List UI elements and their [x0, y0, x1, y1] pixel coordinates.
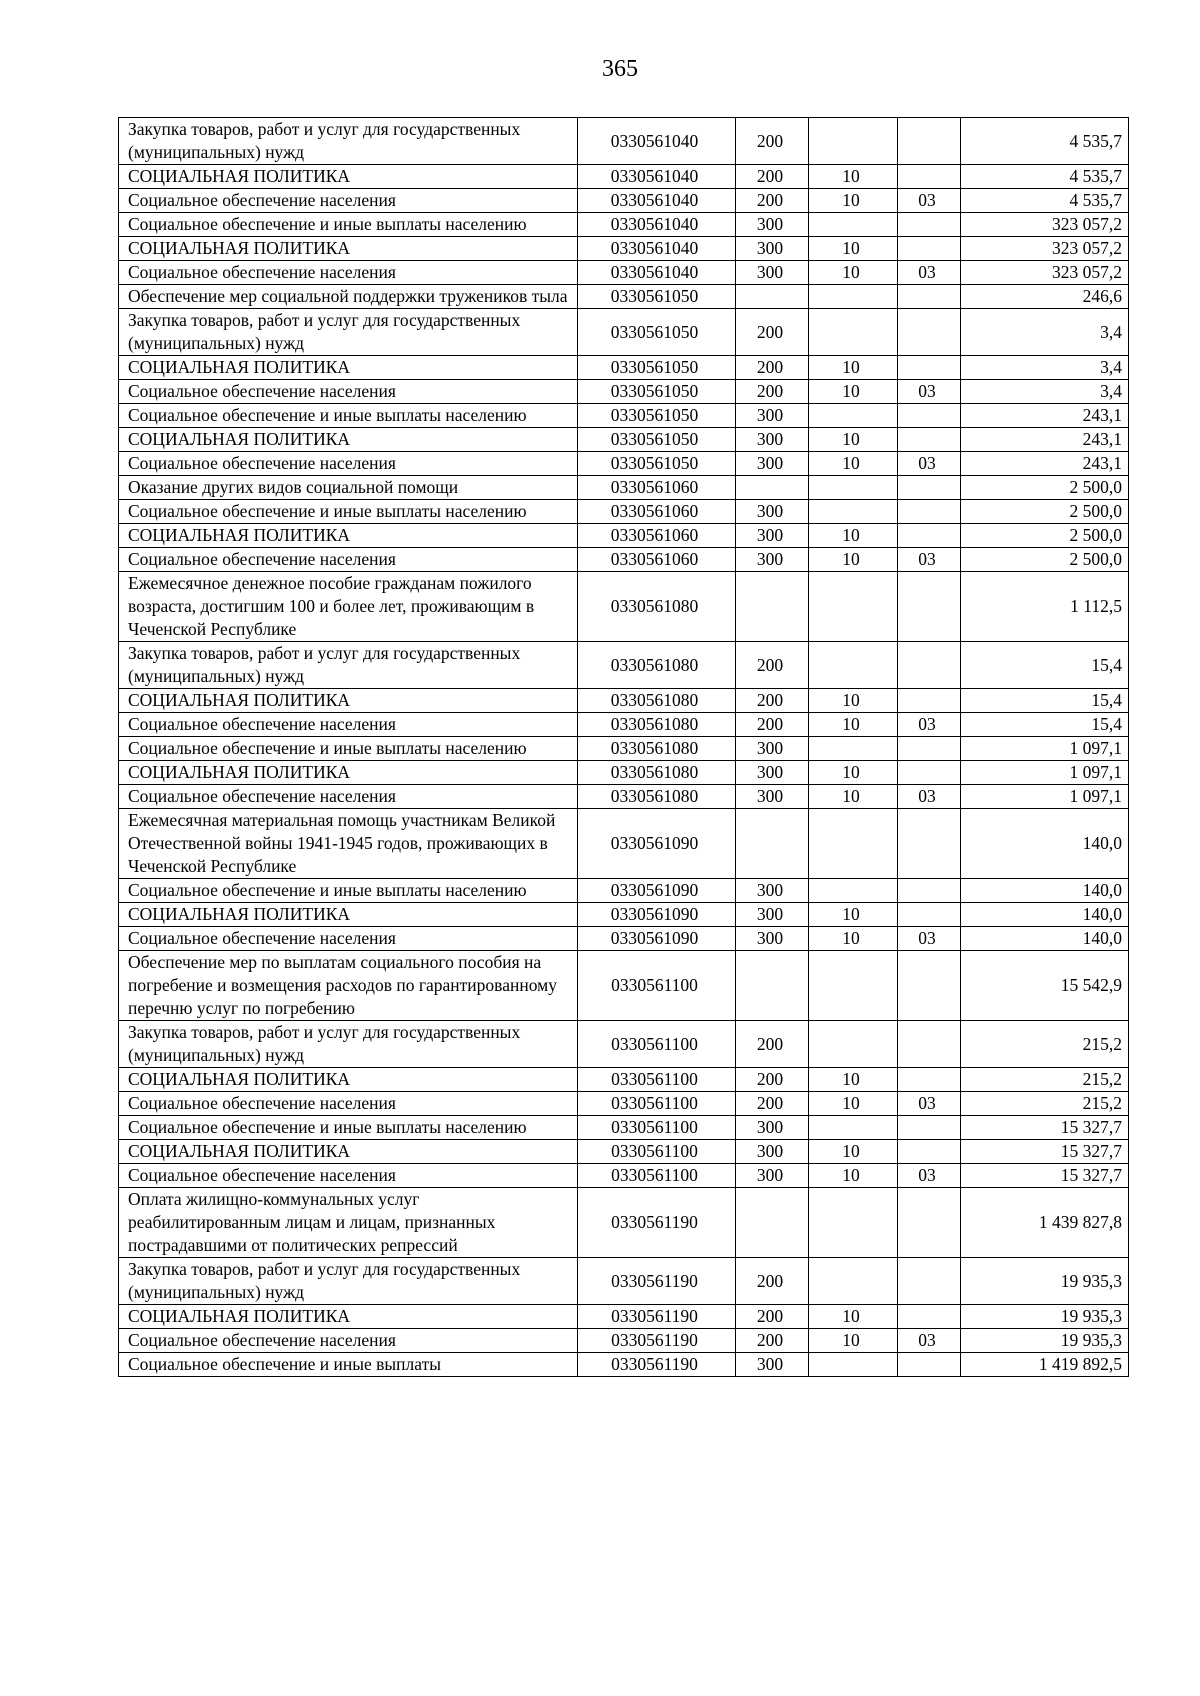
table-row [119, 951, 1129, 1021]
budget-table [118, 117, 1129, 1377]
section-cell: 10 [809, 785, 898, 809]
target-article-code-cell: 0330561100 [578, 1164, 736, 1188]
section-cell [809, 1021, 898, 1068]
table-row [119, 213, 1129, 237]
expense-name-cell: Социальное обеспечение населения [119, 713, 578, 737]
expense-type-cell: 200 [736, 713, 809, 737]
expense-type-cell: 300 [736, 1116, 809, 1140]
section-cell: 10 [809, 548, 898, 572]
expense-name-cell: Социальное обеспечение населения [119, 1329, 578, 1353]
subsection-cell: 03 [898, 548, 961, 572]
expense-type-cell: 300 [736, 500, 809, 524]
table-row [119, 737, 1129, 761]
expense-name-cell: Закупка товаров, работ и услуг для государственных (муниципальных) нужд [119, 642, 578, 689]
table-row [119, 524, 1129, 548]
amount-cell: 1 097,1 [961, 761, 1129, 785]
amount-cell: 4 535,7 [961, 189, 1129, 213]
expense-type-cell: 200 [736, 1329, 809, 1353]
amount-cell: 215,2 [961, 1068, 1129, 1092]
amount-cell: 2 500,0 [961, 524, 1129, 548]
expense-name-cell: Социальное обеспечение и иные выплаты населению [119, 500, 578, 524]
expense-type-cell: 300 [736, 761, 809, 785]
expense-name-cell: СОЦИАЛЬНАЯ ПОЛИТИКА [119, 761, 578, 785]
expense-name-cell: Социальное обеспечение населения [119, 1092, 578, 1116]
expense-name-cell: Социальное обеспечение населения [119, 927, 578, 951]
table-row [119, 1305, 1129, 1329]
expense-name-cell: Социальное обеспечение населения [119, 380, 578, 404]
amount-cell: 15 327,7 [961, 1164, 1129, 1188]
table-row [119, 548, 1129, 572]
expense-type-cell: 200 [736, 1068, 809, 1092]
expense-type-cell: 300 [736, 452, 809, 476]
target-article-code-cell: 0330561090 [578, 903, 736, 927]
table-row [119, 1116, 1129, 1140]
section-cell: 10 [809, 524, 898, 548]
amount-cell: 215,2 [961, 1021, 1129, 1068]
expense-name-cell: Ежемесячное денежное пособие гражданам пожилого возраста, достигшим 100 и более лет, проживающим в Чеченской Республике [119, 572, 578, 642]
table-row [119, 356, 1129, 380]
section-cell: 10 [809, 689, 898, 713]
expense-type-cell [736, 572, 809, 642]
section-cell: 10 [809, 713, 898, 737]
expense-name-cell: Социальное обеспечение и иные выплаты населению [119, 879, 578, 903]
table-row [119, 1068, 1129, 1092]
section-cell [809, 1258, 898, 1305]
target-article-code-cell: 0330561040 [578, 213, 736, 237]
subsection-cell: 03 [898, 452, 961, 476]
expense-type-cell: 200 [736, 165, 809, 189]
section-cell [809, 476, 898, 500]
expense-type-cell: 200 [736, 1305, 809, 1329]
section-cell: 10 [809, 428, 898, 452]
expense-type-cell: 200 [736, 380, 809, 404]
section-cell: 10 [809, 1068, 898, 1092]
amount-cell: 2 500,0 [961, 548, 1129, 572]
expense-name-cell: СОЦИАЛЬНАЯ ПОЛИТИКА [119, 524, 578, 548]
amount-cell: 2 500,0 [961, 500, 1129, 524]
table-row [119, 1140, 1129, 1164]
table-row [119, 261, 1129, 285]
subsection-cell: 03 [898, 1329, 961, 1353]
expense-name-cell: Обеспечение мер по выплатам социального пособия на погребение и возмещения расходов по гарантированному перечню услуг по погребению [119, 951, 578, 1021]
table-row [119, 879, 1129, 903]
expense-type-cell: 300 [736, 404, 809, 428]
target-article-code-cell: 0330561190 [578, 1353, 736, 1377]
subsection-cell [898, 404, 961, 428]
target-article-code-cell: 0330561080 [578, 642, 736, 689]
target-article-code-cell: 0330561050 [578, 452, 736, 476]
section-cell: 10 [809, 356, 898, 380]
target-article-code-cell: 0330561080 [578, 785, 736, 809]
expense-type-cell: 300 [736, 785, 809, 809]
subsection-cell [898, 737, 961, 761]
expense-type-cell: 300 [736, 237, 809, 261]
expense-type-cell: 200 [736, 1021, 809, 1068]
section-cell [809, 1188, 898, 1258]
subsection-cell [898, 524, 961, 548]
subsection-cell [898, 951, 961, 1021]
target-article-code-cell: 0330561040 [578, 165, 736, 189]
expense-name-cell: Социальное обеспечение населения [119, 1164, 578, 1188]
expense-name-cell: Социальное обеспечение и иные выплаты населению [119, 213, 578, 237]
expense-name-cell: Ежемесячная материальная помощь участникам Великой Отечественной войны 1941-1945 годов, проживающих в Чеченской Республике [119, 809, 578, 879]
table-row [119, 428, 1129, 452]
expense-type-cell: 300 [736, 1140, 809, 1164]
expense-type-cell: 200 [736, 118, 809, 165]
expense-name-cell: Социальное обеспечение населения [119, 452, 578, 476]
subsection-cell: 03 [898, 1092, 961, 1116]
expense-type-cell: 300 [736, 903, 809, 927]
target-article-code-cell: 0330561040 [578, 237, 736, 261]
amount-cell: 4 535,7 [961, 118, 1129, 165]
section-cell [809, 1353, 898, 1377]
table-row [119, 404, 1129, 428]
amount-cell: 3,4 [961, 356, 1129, 380]
expense-type-cell [736, 1188, 809, 1258]
expense-type-cell: 300 [736, 879, 809, 903]
target-article-code-cell: 0330561060 [578, 548, 736, 572]
section-cell: 10 [809, 452, 898, 476]
target-article-code-cell: 0330561060 [578, 476, 736, 500]
target-article-code-cell: 0330561090 [578, 927, 736, 951]
table-row [119, 572, 1129, 642]
amount-cell: 15 542,9 [961, 951, 1129, 1021]
expense-type-cell [736, 285, 809, 309]
section-cell [809, 118, 898, 165]
subsection-cell [898, 1021, 961, 1068]
amount-cell: 243,1 [961, 428, 1129, 452]
table-row [119, 642, 1129, 689]
expense-name-cell: Закупка товаров, работ и услуг для государственных (муниципальных) нужд [119, 118, 578, 165]
section-cell [809, 572, 898, 642]
table-row [119, 1164, 1129, 1188]
target-article-code-cell: 0330561050 [578, 404, 736, 428]
expense-name-cell: СОЦИАЛЬНАЯ ПОЛИТИКА [119, 356, 578, 380]
target-article-code-cell: 0330561080 [578, 572, 736, 642]
section-cell: 10 [809, 1305, 898, 1329]
subsection-cell: 03 [898, 261, 961, 285]
expense-name-cell: Социальное обеспечение населения [119, 189, 578, 213]
expense-type-cell: 300 [736, 927, 809, 951]
target-article-code-cell: 0330561050 [578, 380, 736, 404]
section-cell: 10 [809, 165, 898, 189]
expense-name-cell: СОЦИАЛЬНАЯ ПОЛИТИКА [119, 1140, 578, 1164]
expense-name-cell: Обеспечение мер социальной поддержки тружеников тыла [119, 285, 578, 309]
section-cell: 10 [809, 1092, 898, 1116]
expense-name-cell: Оказание других видов социальной помощи [119, 476, 578, 500]
table-row [119, 1329, 1129, 1353]
table-row [119, 118, 1129, 165]
table-row [119, 689, 1129, 713]
section-cell: 10 [809, 1329, 898, 1353]
expense-name-cell: СОЦИАЛЬНАЯ ПОЛИТИКА [119, 428, 578, 452]
amount-cell: 1 097,1 [961, 785, 1129, 809]
amount-cell: 1 439 827,8 [961, 1188, 1129, 1258]
expense-type-cell: 200 [736, 189, 809, 213]
table-row [119, 1258, 1129, 1305]
table-row [119, 452, 1129, 476]
target-article-code-cell: 0330561190 [578, 1188, 736, 1258]
target-article-code-cell: 0330561190 [578, 1329, 736, 1353]
expense-name-cell: Социальное обеспечение населения [119, 261, 578, 285]
subsection-cell [898, 572, 961, 642]
amount-cell: 15 327,7 [961, 1116, 1129, 1140]
section-cell [809, 879, 898, 903]
section-cell [809, 285, 898, 309]
expense-name-cell: Социальное обеспечение и иные выплаты [119, 1353, 578, 1377]
target-article-code-cell: 0330561100 [578, 1092, 736, 1116]
amount-cell: 140,0 [961, 879, 1129, 903]
subsection-cell [898, 285, 961, 309]
subsection-cell [898, 1188, 961, 1258]
amount-cell: 3,4 [961, 309, 1129, 356]
target-article-code-cell: 0330561190 [578, 1258, 736, 1305]
amount-cell: 243,1 [961, 452, 1129, 476]
subsection-cell: 03 [898, 713, 961, 737]
expense-type-cell: 300 [736, 737, 809, 761]
subsection-cell [898, 689, 961, 713]
section-cell: 10 [809, 1140, 898, 1164]
expense-type-cell: 200 [736, 1258, 809, 1305]
expense-type-cell: 300 [736, 548, 809, 572]
amount-cell: 15,4 [961, 642, 1129, 689]
target-article-code-cell: 0330561060 [578, 500, 736, 524]
amount-cell: 1 112,5 [961, 572, 1129, 642]
expense-name-cell: СОЦИАЛЬНАЯ ПОЛИТИКА [119, 689, 578, 713]
subsection-cell [898, 309, 961, 356]
table-row [119, 237, 1129, 261]
target-article-code-cell: 0330561190 [578, 1305, 736, 1329]
table-row [119, 1353, 1129, 1377]
amount-cell: 140,0 [961, 927, 1129, 951]
expense-name-cell: Закупка товаров, работ и услуг для государственных (муниципальных) нужд [119, 309, 578, 356]
section-cell: 10 [809, 761, 898, 785]
amount-cell: 140,0 [961, 809, 1129, 879]
subsection-cell [898, 213, 961, 237]
target-article-code-cell: 0330561080 [578, 761, 736, 785]
amount-cell: 15,4 [961, 689, 1129, 713]
expense-name-cell: Социальное обеспечение и иные выплаты населению [119, 1116, 578, 1140]
subsection-cell [898, 1116, 961, 1140]
amount-cell: 19 935,3 [961, 1258, 1129, 1305]
expense-type-cell: 300 [736, 524, 809, 548]
amount-cell: 15,4 [961, 713, 1129, 737]
target-article-code-cell: 0330561040 [578, 261, 736, 285]
table-row [119, 1092, 1129, 1116]
amount-cell: 1 097,1 [961, 737, 1129, 761]
subsection-cell [898, 1353, 961, 1377]
subsection-cell [898, 903, 961, 927]
subsection-cell [898, 356, 961, 380]
section-cell [809, 1116, 898, 1140]
expense-name-cell: Социальное обеспечение населения [119, 548, 578, 572]
amount-cell: 1 419 892,5 [961, 1353, 1129, 1377]
table-row [119, 476, 1129, 500]
expense-name-cell: Оплата жилищно-коммунальных услуг реабилитированным лицам и лицам, признанных пострадавшими от политических репрессий [119, 1188, 578, 1258]
target-article-code-cell: 0330561050 [578, 285, 736, 309]
subsection-cell [898, 809, 961, 879]
target-article-code-cell: 0330561060 [578, 524, 736, 548]
amount-cell: 15 327,7 [961, 1140, 1129, 1164]
expense-type-cell: 300 [736, 213, 809, 237]
amount-cell: 140,0 [961, 903, 1129, 927]
amount-cell: 2 500,0 [961, 476, 1129, 500]
subsection-cell [898, 500, 961, 524]
table-row [119, 713, 1129, 737]
section-cell: 10 [809, 903, 898, 927]
target-article-code-cell: 0330561100 [578, 1140, 736, 1164]
section-cell [809, 809, 898, 879]
expense-type-cell: 300 [736, 261, 809, 285]
expense-type-cell: 300 [736, 1164, 809, 1188]
table-row [119, 285, 1129, 309]
target-article-code-cell: 0330561100 [578, 1116, 736, 1140]
target-article-code-cell: 0330561080 [578, 689, 736, 713]
budget-table-body [119, 118, 1129, 1377]
expense-type-cell: 300 [736, 428, 809, 452]
amount-cell: 19 935,3 [961, 1305, 1129, 1329]
amount-cell: 3,4 [961, 380, 1129, 404]
target-article-code-cell: 0330561080 [578, 737, 736, 761]
section-cell [809, 500, 898, 524]
subsection-cell [898, 165, 961, 189]
target-article-code-cell: 0330561050 [578, 356, 736, 380]
subsection-cell [898, 237, 961, 261]
expense-type-cell: 200 [736, 309, 809, 356]
subsection-cell: 03 [898, 1164, 961, 1188]
page-number: 365 [602, 56, 638, 82]
section-cell: 10 [809, 1164, 898, 1188]
amount-cell: 4 535,7 [961, 165, 1129, 189]
amount-cell: 19 935,3 [961, 1329, 1129, 1353]
table-row [119, 1188, 1129, 1258]
table-row [119, 189, 1129, 213]
section-cell: 10 [809, 237, 898, 261]
expense-type-cell [736, 951, 809, 1021]
expense-name-cell: Социальное обеспечение населения [119, 785, 578, 809]
section-cell [809, 309, 898, 356]
table-row [119, 761, 1129, 785]
table-row [119, 1021, 1129, 1068]
subsection-cell [898, 1258, 961, 1305]
amount-cell: 215,2 [961, 1092, 1129, 1116]
subsection-cell: 03 [898, 785, 961, 809]
table-row [119, 785, 1129, 809]
expense-type-cell: 200 [736, 356, 809, 380]
subsection-cell [898, 642, 961, 689]
subsection-cell [898, 118, 961, 165]
section-cell: 10 [809, 380, 898, 404]
subsection-cell [898, 1140, 961, 1164]
section-cell: 10 [809, 927, 898, 951]
expense-name-cell: СОЦИАЛЬНАЯ ПОЛИТИКА [119, 237, 578, 261]
expense-name-cell: СОЦИАЛЬНАЯ ПОЛИТИКА [119, 165, 578, 189]
amount-cell: 243,1 [961, 404, 1129, 428]
section-cell [809, 951, 898, 1021]
target-article-code-cell: 0330561100 [578, 1021, 736, 1068]
subsection-cell [898, 761, 961, 785]
target-article-code-cell: 0330561040 [578, 189, 736, 213]
target-article-code-cell: 0330561090 [578, 809, 736, 879]
target-article-code-cell: 0330561100 [578, 951, 736, 1021]
table-row [119, 380, 1129, 404]
section-cell [809, 737, 898, 761]
expense-name-cell: Закупка товаров, работ и услуг для государственных (муниципальных) нужд [119, 1258, 578, 1305]
amount-cell: 323 057,2 [961, 261, 1129, 285]
section-cell: 10 [809, 189, 898, 213]
expense-type-cell: 200 [736, 689, 809, 713]
table-row [119, 500, 1129, 524]
subsection-cell: 03 [898, 927, 961, 951]
subsection-cell [898, 1068, 961, 1092]
table-row [119, 927, 1129, 951]
subsection-cell [898, 879, 961, 903]
expense-name-cell: Социальное обеспечение и иные выплаты населению [119, 404, 578, 428]
table-row [119, 165, 1129, 189]
target-article-code-cell: 0330561050 [578, 309, 736, 356]
expense-name-cell: Закупка товаров, работ и услуг для государственных (муниципальных) нужд [119, 1021, 578, 1068]
expense-type-cell: 200 [736, 1092, 809, 1116]
subsection-cell [898, 476, 961, 500]
table-row [119, 809, 1129, 879]
section-cell [809, 213, 898, 237]
expense-name-cell: Социальное обеспечение и иные выплаты населению [119, 737, 578, 761]
section-cell [809, 404, 898, 428]
expense-type-cell [736, 476, 809, 500]
subsection-cell: 03 [898, 189, 961, 213]
target-article-code-cell: 0330561100 [578, 1068, 736, 1092]
amount-cell: 323 057,2 [961, 237, 1129, 261]
table-row [119, 903, 1129, 927]
expense-type-cell [736, 809, 809, 879]
target-article-code-cell: 0330561040 [578, 118, 736, 165]
section-cell [809, 642, 898, 689]
subsection-cell: 03 [898, 380, 961, 404]
expense-type-cell: 200 [736, 642, 809, 689]
expense-name-cell: СОЦИАЛЬНАЯ ПОЛИТИКА [119, 1305, 578, 1329]
amount-cell: 246,6 [961, 285, 1129, 309]
target-article-code-cell: 0330561080 [578, 713, 736, 737]
amount-cell: 323 057,2 [961, 213, 1129, 237]
expense-name-cell: СОЦИАЛЬНАЯ ПОЛИТИКА [119, 903, 578, 927]
target-article-code-cell: 0330561050 [578, 428, 736, 452]
subsection-cell [898, 1305, 961, 1329]
target-article-code-cell: 0330561090 [578, 879, 736, 903]
expense-type-cell: 300 [736, 1353, 809, 1377]
section-cell: 10 [809, 261, 898, 285]
table-row [119, 309, 1129, 356]
subsection-cell [898, 428, 961, 452]
expense-name-cell: СОЦИАЛЬНАЯ ПОЛИТИКА [119, 1068, 578, 1092]
